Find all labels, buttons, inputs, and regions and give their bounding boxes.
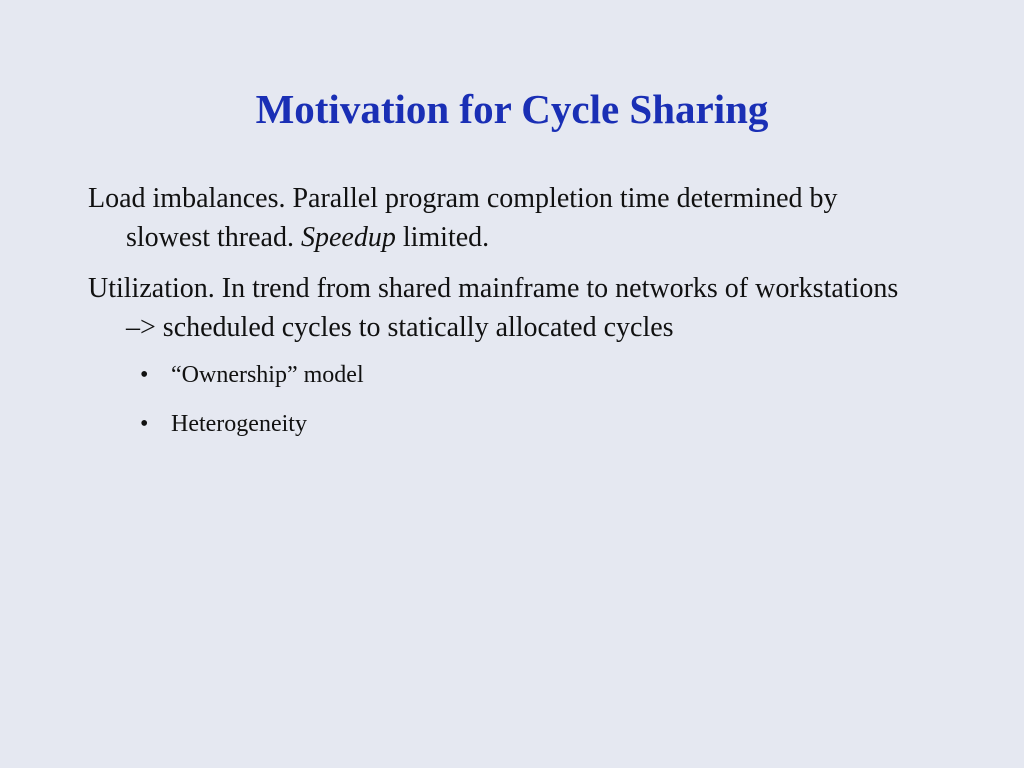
- emphasis-speedup: Speedup: [300, 222, 396, 253]
- bullet-item-heterogeneity: [140, 408, 918, 440]
- bullet-item-ownership: [140, 359, 918, 391]
- slide-content: [88, 179, 918, 457]
- bullet-text: “Ownership” model: [171, 362, 364, 388]
- paragraph-utilization: Utilization. In trend from shared mainframe to networks of workstations –> scheduled cycles to statically allocated cycles: [88, 273, 899, 343]
- bullet-icon: •: [140, 411, 149, 437]
- paragraph-load-imbalances: [88, 179, 918, 257]
- bullet-text: Heterogeneity: [171, 411, 307, 437]
- paragraph-text: Load imbalances. Parallel program completion time determined by slowest thread.: [88, 183, 838, 253]
- bullet-list: [88, 359, 918, 440]
- paragraph-text-end: limited.: [395, 222, 490, 253]
- bullet-icon: •: [140, 362, 149, 388]
- slide-title: Motivation for Cycle Sharing: [255, 86, 769, 132]
